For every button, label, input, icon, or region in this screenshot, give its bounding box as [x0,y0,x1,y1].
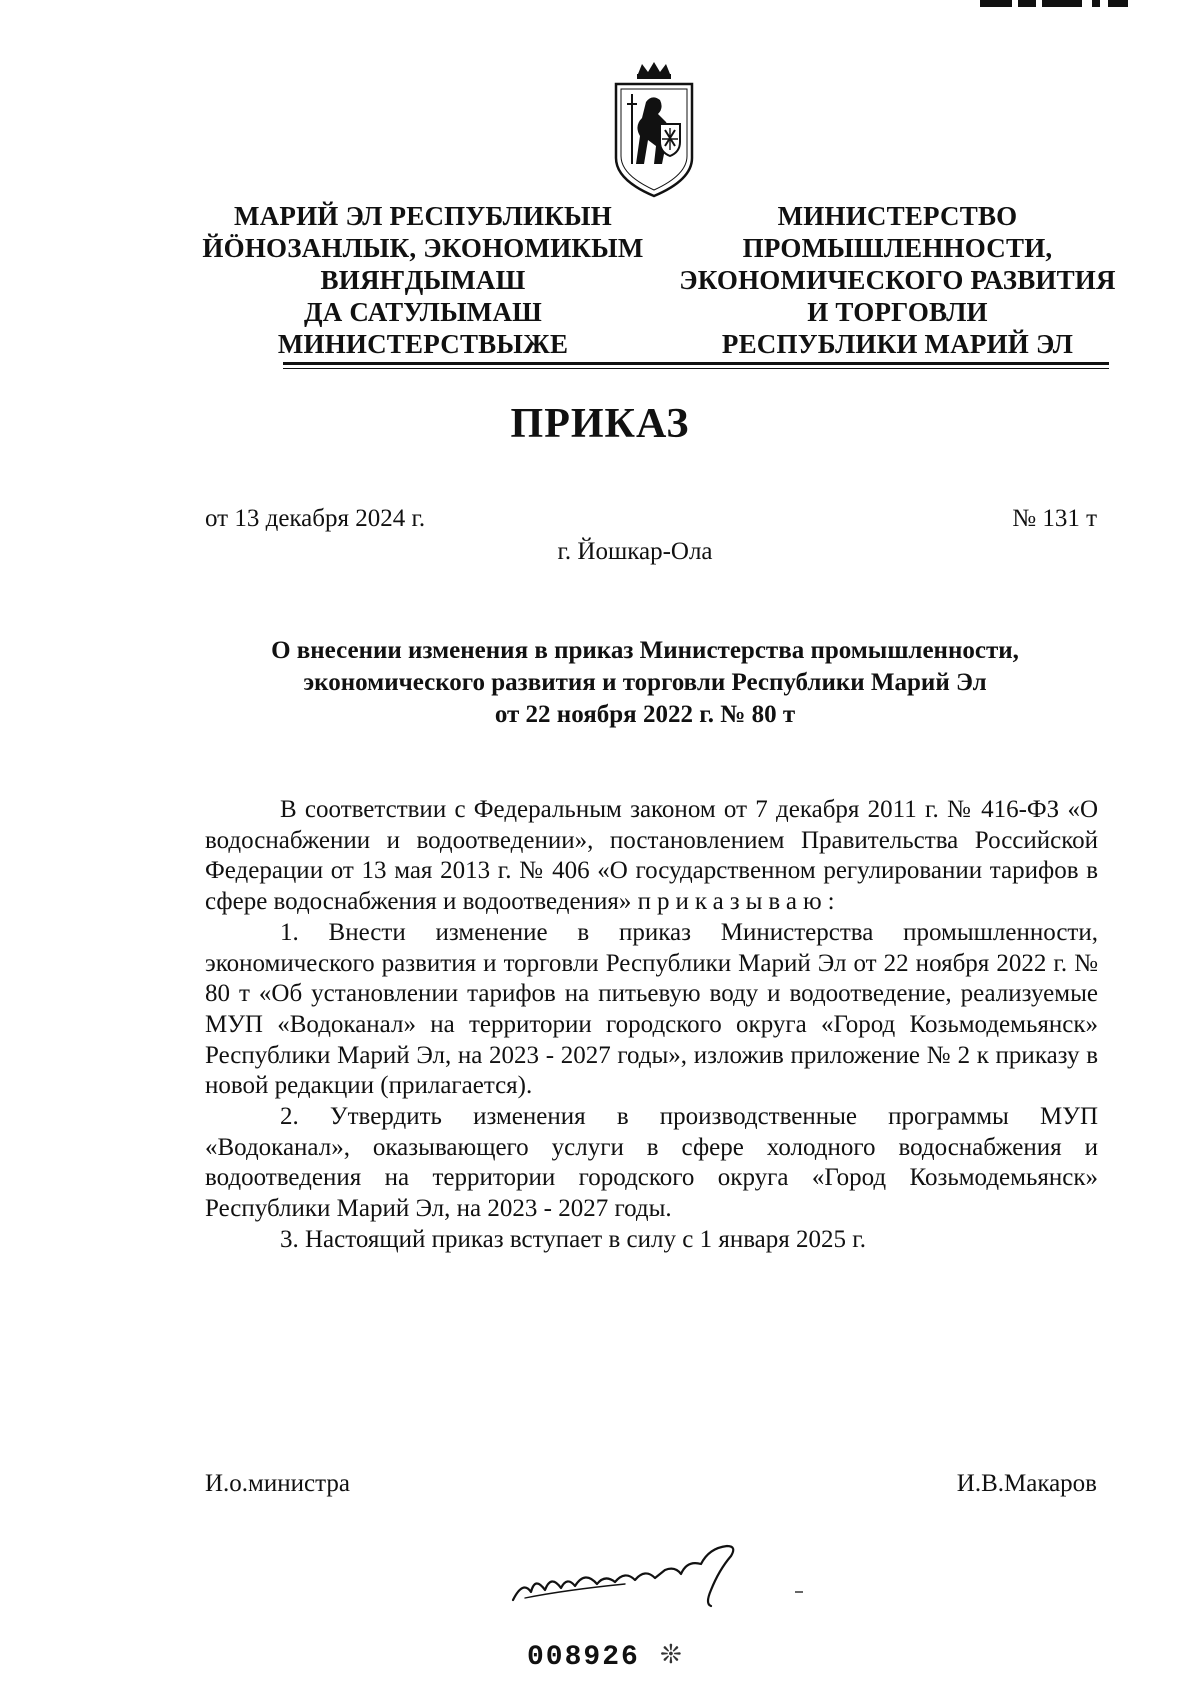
subject-line: экономического развития и торговли Республики Марий Эл [303,669,987,696]
header-left-line: ЙӦНОЗАНЛЫК, ЭКОНОМИКЫМ [202,233,644,263]
body-intro-paragraph [205,795,1098,918]
serial-mark-icon: ❊ [660,1640,682,1669]
body-intro: В соответствии с Федеральным законом от 7 декабря 2011 г. № 416-ФЗ «О водоснабжении и водоотведении», постановлением Правительства Российской Федерации от 13 мая 2013 г. № 406 «О государственном регулировании тарифов в сфере водоснабжения и водоотведения» [205,796,1098,916]
coat-of-arms-icon [608,60,700,200]
serial-number: 008926 [527,1642,640,1673]
header-left-line: ДА САТУЛЫМАШ [303,297,543,327]
header-left-line: МИНИСТЕРСТВЫЖЕ [277,329,569,359]
header-divider [283,362,1109,365]
body-item-3: 3. Настоящий приказ вступает в силу с 1 января 2025 г. [280,1225,866,1253]
header-right-line: МИНИСТЕРСТВО [777,201,1018,231]
header-right-line: И ТОРГОВЛИ [807,297,988,327]
body-item-1: 1. Внести изменение в приказ Министерства промышленности, экономического развития и торговли Республики Марий Эл от 22 ноября 2022 г. № 80 т «Об установлении тарифов на питьевую воду и водоотведение, реализуемые МУП «Водоканал» на территории городского округа «Город Козьмодемьянск» Республики Марий Эл, на 2023 - 2027 годы», изложив приложение № 2 к приказу в новой редакции (прилагается). [205,918,1098,1100]
header-divider-thin [283,368,1109,369]
header-left-line: ВИЯҤДЫМАШ [320,265,526,295]
signatory-role: И.о.министра [205,1470,350,1497]
document-subject [200,635,1090,731]
subject-line: от 22 ноября 2022 г. № 80 т [494,701,796,728]
document-number: № 131 т [1012,505,1097,532]
document-body [205,795,1098,1256]
signatory-name: И.В.Макаров [956,1470,1097,1497]
order-word: приказываю: [637,888,841,916]
body-item-2: 2. Утвердить изменения в производственные программы МУП «Водоканал», оказывающего услуги в сфере холодного водоснабжения и водоотведения на территории городского округа «Город Козьмодемьянск» Республики Марий Эл, на 2023 - 2027 годы. [205,1103,1098,1223]
header-right-line: ПРОМЫШЛЕННОСТИ, [742,233,1053,263]
handwritten-signature [505,1540,815,1610]
document-date: от 13 декабря 2024 г. [205,505,426,532]
scan-artifact [980,0,1130,8]
header-left-line: МАРИЙ ЭЛ РЕСПУБЛИКЫН [234,201,612,231]
header-russian-name [675,200,1120,360]
header-right-line: РЕСПУБЛИКИ МАРИЙ ЭЛ [721,329,1074,359]
subject-line: О внесении изменения в приказ Министерства промышленности, [271,637,1019,664]
header-mari-name [198,200,648,360]
document-title: ПРИКАЗ [510,401,690,447]
header-right-line: ЭКОНОМИЧЕСКОГО РАЗВИТИЯ [679,265,1116,295]
document-city: г. Йошкар-Ола [557,538,713,565]
